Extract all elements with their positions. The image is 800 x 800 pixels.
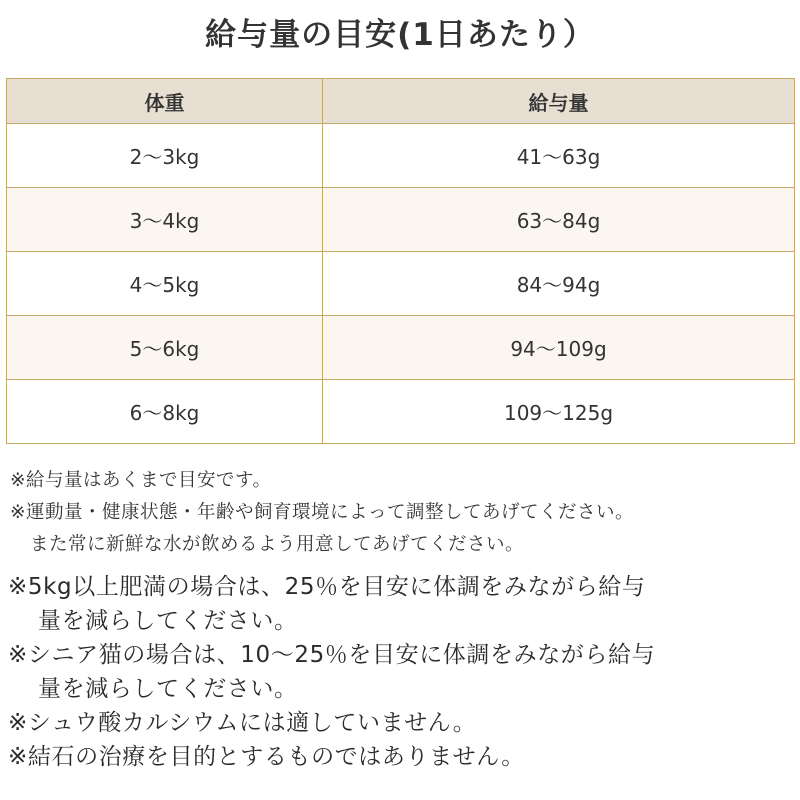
amount-cell: 84〜94g [323,252,795,316]
note-adjust: ※運動量・健康状態・年齢や飼育環境によって調整してあげてください。 [10,502,635,523]
weight-cell: 6〜8kg [7,380,323,444]
note-water: また常に新鮮な水が飲めるよう用意してあげてください。 [30,534,525,555]
weight-cell: 3〜4kg [7,188,323,252]
weight-cell: 5〜6kg [7,316,323,380]
weight-cell: 4〜5kg [7,252,323,316]
table-row [7,124,795,188]
header-weight: 体重 [7,79,323,124]
amount-cell: 41〜63g [323,124,795,188]
note-obesity: ※5kg以上肥満の場合は、25％を目安に体調をみながら給与 [8,574,646,600]
amount-cell: 63〜84g [323,188,795,252]
table-row [7,188,795,252]
note-guideline: ※給与量はあくまで目安です。 [10,470,272,491]
amount-cell: 94〜109g [323,316,795,380]
table-row [7,316,795,380]
feeding-amount-table [6,78,795,444]
table-header-row [7,79,795,124]
page-title: 給与量の目安(1日あたり） [205,17,595,53]
note-senior: ※シニア猫の場合は、10〜25％を目安に体調をみながら給与 [8,642,656,668]
header-amount: 給与量 [323,79,795,124]
table-row [7,252,795,316]
note-obesity-cont: 量を減らしてください。 [38,608,298,634]
amount-cell: 109〜125g [323,380,795,444]
note-senior-cont: 量を減らしてください。 [38,676,298,702]
weight-cell: 2〜3kg [7,124,323,188]
table-row [7,380,795,444]
note-calcium-oxalate: ※シュウ酸カルシウムには適していません。 [8,710,477,736]
note-urolith: ※結石の治療を目的とするものではありません。 [8,744,525,770]
